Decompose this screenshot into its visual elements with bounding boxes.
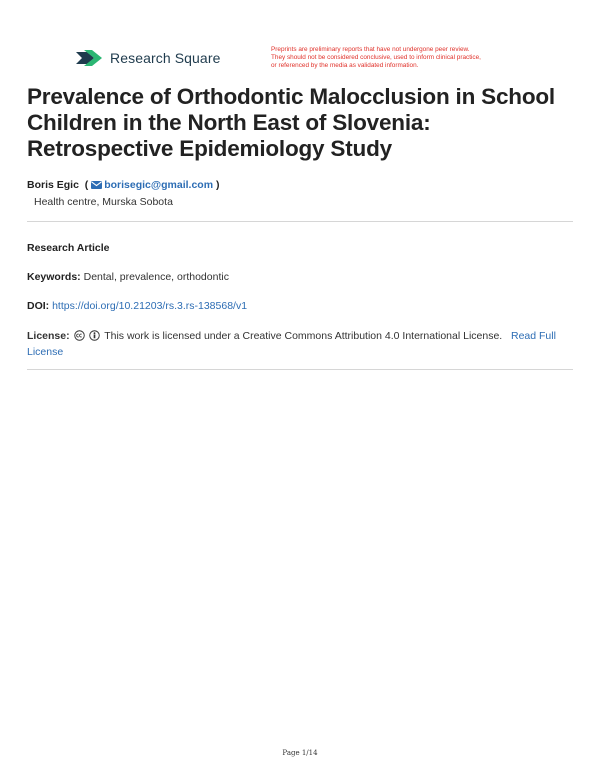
disclaimer-line: Preprints are preliminary reports that have not undergone peer review. (271, 46, 470, 53)
disclaimer-line: or referenced by the media as validated information. (271, 62, 419, 69)
page-number: Page 1/14 (282, 749, 318, 757)
preprint-disclaimer (271, 46, 561, 70)
doi-link[interactable]: https://doi.org/10.21203/rs.3.rs-138568/v1 (52, 300, 248, 312)
paper-title: Prevalence of Orthodontic Malocclusion in School Children in the North East of Slovenia: Retrospective Epidemiology Study (27, 84, 555, 161)
divider (27, 369, 573, 370)
keywords-value: Dental, prevalence, orthodontic (83, 271, 229, 283)
brand-word-research: Research (110, 50, 171, 66)
article-type-label: Research Article (27, 242, 110, 254)
author-email: borisegic@gmail.com (104, 179, 214, 191)
research-square-logo[interactable] (74, 48, 220, 68)
research-square-logo-icon (74, 48, 104, 68)
envelope-icon (91, 181, 102, 189)
author-affiliation: Health centre, Murska Sobota (34, 196, 173, 208)
license-text: This work is licensed under a Creative Commons Attribution 4.0 International License. (104, 330, 503, 342)
disclaimer-line: They should not be considered conclusive, used to inform clinical practice, (271, 54, 481, 61)
keywords-label: Keywords: (27, 271, 81, 283)
brand-name (110, 50, 220, 66)
brand-word-square: Square (174, 50, 221, 66)
doi-row (27, 300, 247, 312)
author-name: Boris Egic (27, 179, 79, 191)
creative-commons-icon (74, 330, 85, 341)
attribution-icon (89, 330, 100, 341)
license-label: License: (27, 330, 70, 342)
read-full-license-link[interactable]: Read Full License (27, 330, 556, 358)
keywords-row (27, 271, 229, 283)
license-row (27, 328, 575, 360)
author-line: Boris Egic ( borisegic@gmail.com ) (27, 179, 220, 191)
doi-label: DOI: (27, 300, 50, 312)
article-type (27, 242, 110, 254)
author-email-link[interactable] (91, 179, 216, 191)
divider (27, 221, 573, 222)
